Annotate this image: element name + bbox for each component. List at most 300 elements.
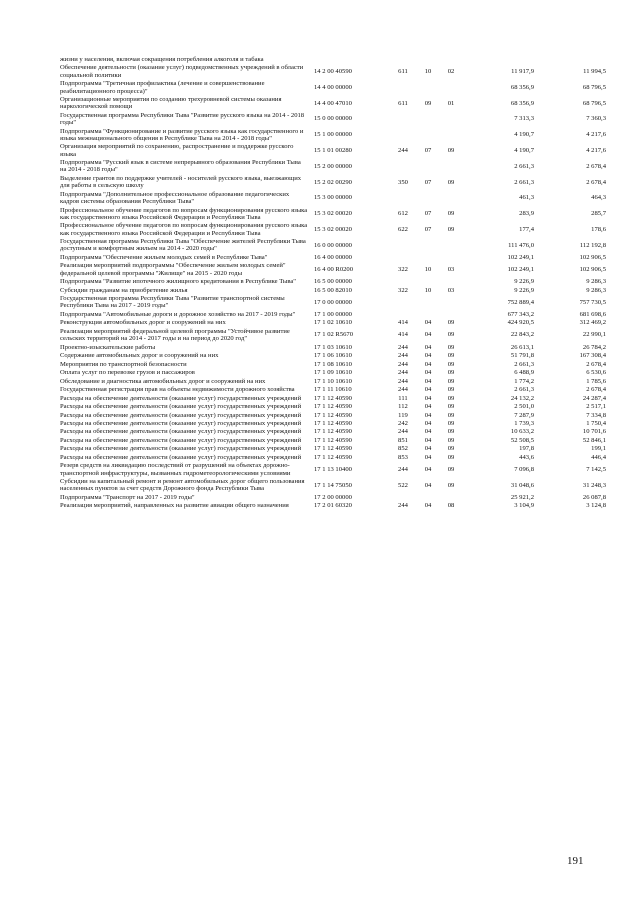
row-subsection xyxy=(440,254,462,262)
row-target-article: 17 1 12 40590 xyxy=(314,419,352,427)
row-amount-year-2: 7 360,3 xyxy=(586,115,606,123)
row-target-article: 17 1 11 10610 xyxy=(314,386,352,394)
table-row xyxy=(60,420,606,428)
table-row xyxy=(60,478,606,494)
row-amount-year-2: 285,7 xyxy=(591,210,606,218)
row-name: Реализация мероприятий, направленных на развитие авиации общего назначения xyxy=(60,502,289,510)
row-target-article: 17 1 12 40590 xyxy=(314,453,352,461)
row-section xyxy=(416,278,440,286)
row-name: Субсидии на капитальный ремонт и ремонт автомобильных дорог общего пользования населенных пунктов за счет средств Дорожного фонда Республики Тыва xyxy=(60,478,305,493)
table-row xyxy=(60,64,606,80)
row-subsection: 09 xyxy=(447,445,455,453)
row-section: 04 xyxy=(424,386,432,394)
row-name: Подпрограмма "Транспорт на 2017 - 2019 годы" xyxy=(60,493,195,501)
row-expense-type: 244 xyxy=(398,360,408,368)
row-subsection xyxy=(440,238,462,254)
row-name: Подпрограмма "Третичная профилактика (лечение и совершенствование реабилитационного процесса)" xyxy=(60,80,265,95)
row-name: Государственная регистрация прав на объекты недвижимости дорожного хозяйства xyxy=(60,386,295,394)
row-target-article: 14 4 00 47010 xyxy=(314,99,352,107)
row-name: Подпрограмма "Автомобильные дороги и дорожное хозяйство на 2017 - 2019 годы" xyxy=(60,310,296,318)
row-section xyxy=(416,56,440,64)
row-subsection: 09 xyxy=(447,377,455,385)
row-amount-year-2: 102 906,5 xyxy=(579,253,606,261)
row-subsection: 09 xyxy=(447,428,455,436)
row-amount-year-1: 197,8 xyxy=(519,445,534,453)
row-subsection: 09 xyxy=(447,394,455,402)
row-amount-year-2: 7 142,5 xyxy=(586,466,606,474)
table-row xyxy=(60,437,606,445)
row-expense-type xyxy=(390,159,416,175)
row-name: Расходы на обеспечение деятельности (оказание услуг) государственных учреждений xyxy=(60,403,302,411)
row-subsection: 09 xyxy=(447,369,455,377)
row-section: 04 xyxy=(424,502,432,510)
row-amount-year-1: 31 048,6 xyxy=(510,481,534,489)
row-target-article: 15 2 02 00290 xyxy=(314,178,352,186)
row-target-article: 15 0 00 00000 xyxy=(314,115,352,123)
row-amount-year-1: 2 661,3 xyxy=(514,360,534,368)
row-subsection: 01 xyxy=(447,99,455,107)
row-amount-year-2: 2 678,4 xyxy=(586,360,606,368)
row-amount-year-2: 26 784,2 xyxy=(582,343,606,351)
row-section xyxy=(416,191,440,207)
row-name: Обследование и диагностика автомобильных дорог и сооружений на них xyxy=(60,377,266,385)
row-amount-year-2: 2 678,4 xyxy=(586,386,606,394)
table-row xyxy=(60,175,606,191)
row-subsection: 09 xyxy=(447,360,455,368)
row-subsection: 09 xyxy=(447,466,455,474)
row-name: Подпрограмма "Функционирование и развитие русского языка как государственного и языка межнационального общения в Республике Тыва на 2014 - 2018 годы" xyxy=(60,127,304,142)
row-expense-type: 622 xyxy=(398,225,408,233)
table-row xyxy=(60,56,606,64)
row-name: Расходы на обеспечение деятельности (оказание услуг) государственных учреждений xyxy=(60,453,302,461)
row-target-article: 17 1 12 40590 xyxy=(314,394,352,402)
row-section: 04 xyxy=(424,319,432,327)
row-amount-year-2: 4 217,6 xyxy=(586,147,606,155)
row-amount-year-1: 102 249,1 xyxy=(507,265,534,273)
row-amount-year-1: 25 921,2 xyxy=(510,493,534,501)
budget-table xyxy=(60,56,606,511)
row-amount-year-1: 7 287,9 xyxy=(514,411,534,419)
row-amount-year-2: 9 286,3 xyxy=(586,278,606,286)
row-name: Обеспечение деятельности (оказание услуг) подведомственных учреждений в области социальной политики xyxy=(60,64,304,79)
row-section: 04 xyxy=(424,436,432,444)
row-name: Субсидии гражданам на приобретение жилья xyxy=(60,286,188,294)
row-amount-year-1: 2 501,0 xyxy=(514,403,534,411)
table-row xyxy=(60,454,606,462)
row-amount-year-1: 22 843,2 xyxy=(510,331,534,339)
row-expense-type: 244 xyxy=(398,147,408,155)
row-target-article: 17 1 09 10610 xyxy=(314,369,352,377)
row-name: Мероприятия по транспортной безопасности xyxy=(60,360,187,368)
row-amount-year-1: 677 343,2 xyxy=(507,310,534,318)
row-section: 04 xyxy=(424,343,432,351)
row-section: 04 xyxy=(424,419,432,427)
row-amount-year-1: 3 104,9 xyxy=(514,502,534,510)
row-subsection xyxy=(440,80,462,96)
row-section: 04 xyxy=(424,331,432,339)
row-target-article: 15 1 00 00000 xyxy=(314,131,352,139)
table-row xyxy=(60,352,606,360)
row-section xyxy=(416,238,440,254)
row-subsection: 09 xyxy=(447,331,455,339)
row-amount-year-2: 757 730,5 xyxy=(579,298,606,306)
row-amount-year-2: 6 530,6 xyxy=(586,369,606,377)
row-amount-year-1: 102 249,1 xyxy=(507,253,534,261)
row-target-article: 17 1 14 75050 xyxy=(314,481,352,489)
row-section xyxy=(416,494,440,502)
row-expense-type: 853 xyxy=(398,453,408,461)
row-section xyxy=(416,112,440,128)
row-section: 04 xyxy=(424,394,432,402)
row-amount-year-2: 3 124,8 xyxy=(586,502,606,510)
row-target-article: 14 2 00 40590 xyxy=(314,68,352,76)
row-name: Расходы на обеспечение деятельности (оказание услуг) государственных учреждений xyxy=(60,411,302,419)
row-subsection: 09 xyxy=(447,436,455,444)
row-amount-year-2: 464,3 xyxy=(591,194,606,202)
table-row xyxy=(60,403,606,411)
row-subsection xyxy=(440,295,462,311)
row-expense-type xyxy=(390,128,416,144)
row-expense-type: 414 xyxy=(398,331,408,339)
page-number: 191 xyxy=(567,855,584,867)
row-target-article: 17 1 02 10610 xyxy=(314,319,352,327)
row-name: Государственная программа Республики Тыва "Развитие русского языка на 2014 - 2018 годы" xyxy=(60,111,305,127)
row-expense-type: 414 xyxy=(398,319,408,327)
row-amount-year-1: 1 774,2 xyxy=(514,377,534,385)
row-target-article: 15 3 02 00020 xyxy=(314,210,352,218)
row-amount-year-1: 68 356,9 xyxy=(510,83,534,91)
row-expense-type: 244 xyxy=(398,466,408,474)
row-section: 10 xyxy=(424,286,432,294)
row-target-article: 17 1 03 10610 xyxy=(314,343,352,351)
table-row xyxy=(60,445,606,453)
row-amount-year-2: 2 517,1 xyxy=(586,403,606,411)
row-subsection: 03 xyxy=(447,286,455,294)
row-target-article: 17 1 12 40590 xyxy=(314,428,352,436)
row-subsection: 09 xyxy=(447,178,455,186)
row-amount-year-2: 31 248,3 xyxy=(582,481,606,489)
row-target-article: 15 2 00 00000 xyxy=(314,162,352,170)
row-subsection: 09 xyxy=(447,453,455,461)
row-target-article: 17 0 00 00000 xyxy=(314,298,352,306)
row-target-article: 17 1 00 00000 xyxy=(314,310,352,318)
table-row xyxy=(60,143,606,159)
row-target-article: 17 2 00 00000 xyxy=(314,493,352,501)
row-subsection xyxy=(440,278,462,286)
row-name: Организационные мероприятия по созданию трехуровневой системы оказания наркологической помощи xyxy=(60,96,282,111)
row-subsection xyxy=(440,191,462,207)
row-expense-type: 112 xyxy=(398,403,408,411)
row-amount-year-2: 167 308,4 xyxy=(579,352,606,360)
row-subsection xyxy=(440,494,462,502)
row-name: Расходы на обеспечение деятельности (оказание услуг) государственных учреждений xyxy=(60,428,302,436)
row-amount-year-2: 2 678,4 xyxy=(586,162,606,170)
row-target-article: 17 1 08 10610 xyxy=(314,360,352,368)
table-row xyxy=(60,395,606,403)
row-amount-year-2: 9 286,3 xyxy=(586,286,606,294)
row-amount-year-2: 4 217,6 xyxy=(586,131,606,139)
table-row xyxy=(60,295,606,311)
row-subsection: 09 xyxy=(447,210,455,218)
row-amount-year-1: 443,6 xyxy=(519,453,534,461)
row-expense-type: 851 xyxy=(398,436,408,444)
row-section: 04 xyxy=(424,403,432,411)
row-name: Выделение грантов по поддержке учителей - носителей русского языка, выезжающих для работы в сельскую школу xyxy=(60,174,302,190)
row-expense-type: 322 xyxy=(398,286,408,294)
row-amount-year-1: 10 633,2 xyxy=(510,428,534,436)
row-name: Организация мероприятий по сохранению, распространение и поддержке русского языка xyxy=(60,143,294,158)
row-amount-year-1: 6 488,9 xyxy=(514,369,534,377)
row-amount-year-1: 4 190,7 xyxy=(514,131,534,139)
row-subsection: 03 xyxy=(447,265,455,273)
row-amount-year-1: 283,9 xyxy=(519,210,534,218)
row-subsection xyxy=(440,159,462,175)
table-row xyxy=(60,80,606,96)
row-section: 07 xyxy=(424,178,432,186)
table-row xyxy=(60,287,606,295)
row-target-article: 15 3 02 00020 xyxy=(314,225,352,233)
table-row xyxy=(60,96,606,112)
table-row xyxy=(60,369,606,377)
row-amount-year-1: 2 661,3 xyxy=(514,386,534,394)
row-target-article: 16 0 00 00000 xyxy=(314,241,352,249)
row-amount-year-2 xyxy=(534,56,606,64)
row-section: 04 xyxy=(424,466,432,474)
table-row xyxy=(60,428,606,436)
row-name: Подпрограмма "Обеспечение жильем молодых семей в Республике Тыва" xyxy=(60,253,268,261)
row-target-article: 16 5 00 00000 xyxy=(314,278,352,286)
row-name: Содержание автомобильных дорог и сооружений на них xyxy=(60,352,219,360)
table-row xyxy=(60,494,606,502)
row-target-article: 17 1 10 10610 xyxy=(314,377,352,385)
row-amount-year-2: 1 785,6 xyxy=(586,377,606,385)
row-name: Расходы на обеспечение деятельности (оказание услуг) государственных учреждений xyxy=(60,445,302,453)
row-section: 04 xyxy=(424,453,432,461)
row-name: Оплата услуг по перевозке грузов и пассажиров xyxy=(60,369,195,377)
table-row xyxy=(60,412,606,420)
row-expense-type: 244 xyxy=(398,428,408,436)
row-amount-year-2: 24 287,4 xyxy=(582,394,606,402)
row-subsection xyxy=(440,128,462,144)
budget-table-body xyxy=(60,56,606,511)
row-name: Реконструкция автомобильных дорог и сооружений на них xyxy=(60,319,226,327)
table-row xyxy=(60,502,606,510)
row-expense-type: 244 xyxy=(398,386,408,394)
table-row xyxy=(60,222,606,238)
row-target-article: 15 1 01 00280 xyxy=(314,147,352,155)
row-amount-year-1: 424 920,5 xyxy=(507,319,534,327)
row-amount-year-2: 112 192,8 xyxy=(579,241,606,249)
row-amount-year-2: 22 990,1 xyxy=(582,331,606,339)
row-amount-year-2: 68 796,5 xyxy=(582,83,606,91)
row-subsection: 09 xyxy=(447,481,455,489)
row-amount-year-1 xyxy=(462,56,534,64)
row-amount-year-2: 102 906,5 xyxy=(579,265,606,273)
table-row xyxy=(60,311,606,319)
row-section: 09 xyxy=(424,99,432,107)
row-amount-year-2: 199,1 xyxy=(591,445,606,453)
row-section: 04 xyxy=(424,377,432,385)
row-subsection: 09 xyxy=(447,411,455,419)
row-target-article: 14 4 00 00000 xyxy=(314,83,352,91)
row-target-article: 17 1 06 10610 xyxy=(314,352,352,360)
table-row xyxy=(60,344,606,352)
row-section: 07 xyxy=(424,147,432,155)
row-amount-year-1: 26 613,1 xyxy=(510,343,534,351)
row-subsection: 09 xyxy=(447,343,455,351)
row-expense-type: 350 xyxy=(398,178,408,186)
row-amount-year-1: 7 313,3 xyxy=(514,115,534,123)
table-row xyxy=(60,128,606,144)
row-section: 04 xyxy=(424,481,432,489)
row-section: 10 xyxy=(424,265,432,273)
row-section xyxy=(416,159,440,175)
row-name: Профессиональное обучение педагогов по вопросам функционирования русского языка как государственного языка Российской Федерации и Республики Тыва xyxy=(60,222,308,237)
row-amount-year-2: 178,6 xyxy=(591,225,606,233)
row-section xyxy=(416,80,440,96)
row-expense-type: 244 xyxy=(398,369,408,377)
row-name: Государственная программа Республики Тыва "Обеспечение жителей Республики Тыва доступным и комфортным жильем на 2014 - 2020 годы" xyxy=(60,238,306,253)
row-expense-type: 244 xyxy=(398,377,408,385)
row-amount-year-2: 68 796,5 xyxy=(582,99,606,107)
row-target-article: 17 1 12 40590 xyxy=(314,403,352,411)
row-subsection: 09 xyxy=(447,419,455,427)
row-subsection: 09 xyxy=(447,147,455,155)
row-section: 07 xyxy=(424,225,432,233)
row-section: 04 xyxy=(424,428,432,436)
row-amount-year-1: 4 190,7 xyxy=(514,147,534,155)
row-amount-year-1: 2 661,3 xyxy=(514,162,534,170)
row-amount-year-2: 681 698,6 xyxy=(579,310,606,318)
row-section: 10 xyxy=(424,68,432,76)
row-subsection xyxy=(440,311,462,319)
row-target-article: 16 5 00 82010 xyxy=(314,286,352,294)
row-expense-type: 522 xyxy=(398,481,408,489)
row-name: Расходы на обеспечение деятельности (оказание услуг) государственных учреждений xyxy=(60,394,302,402)
row-subsection: 09 xyxy=(447,403,455,411)
row-expense-type xyxy=(390,295,416,311)
row-target-article: 15 3 00 00000 xyxy=(314,194,352,202)
row-expense-type: 119 xyxy=(398,411,408,419)
row-expense-type xyxy=(390,278,416,286)
table-row xyxy=(60,262,606,278)
row-amount-year-2: 1 750,4 xyxy=(586,419,606,427)
row-expense-type: 611 xyxy=(398,68,408,76)
row-amount-year-1: 9 226,9 xyxy=(514,278,534,286)
row-expense-type: 242 xyxy=(398,419,408,427)
row-expense-type: 322 xyxy=(398,265,408,273)
row-section: 04 xyxy=(424,369,432,377)
row-expense-type: 111 xyxy=(398,394,408,402)
row-section: 04 xyxy=(424,411,432,419)
row-expense-type: 612 xyxy=(398,210,408,218)
row-expense-type xyxy=(390,311,416,319)
row-section: 04 xyxy=(424,352,432,360)
row-amount-year-1: 1 739,3 xyxy=(514,419,534,427)
row-expense-type xyxy=(390,191,416,207)
row-amount-year-1: 177,4 xyxy=(519,225,534,233)
row-target-article: 17 2 01 60320 xyxy=(314,502,352,510)
row-target-article: 17 1 13 10400 xyxy=(314,466,352,474)
row-amount-year-2: 446,4 xyxy=(591,453,606,461)
row-name: Профессиональное обучение педагогов по вопросам функционирования русского языка как государственного языка Российской Федерации и Республики Тыва xyxy=(60,206,308,221)
row-section xyxy=(416,311,440,319)
row-amount-year-1: 9 226,9 xyxy=(514,286,534,294)
table-row xyxy=(60,238,606,254)
table-row xyxy=(60,462,606,478)
row-section: 04 xyxy=(424,360,432,368)
row-name: Подпрограмма "Дополнительное профессиональное образование педагогических кадров системы образования Республики Тыва" xyxy=(60,190,290,206)
row-amount-year-1: 11 917,9 xyxy=(511,68,534,76)
row-subsection: 09 xyxy=(447,386,455,394)
table-row xyxy=(60,278,606,286)
row-expense-type xyxy=(390,56,416,64)
row-subsection: 09 xyxy=(447,225,455,233)
row-amount-year-1: 52 508,5 xyxy=(510,436,534,444)
row-amount-year-1: 461,3 xyxy=(519,194,534,202)
table-row xyxy=(60,159,606,175)
row-expense-type xyxy=(390,238,416,254)
row-section xyxy=(416,254,440,262)
table-row xyxy=(60,112,606,128)
table-row xyxy=(60,386,606,394)
table-row xyxy=(60,254,606,262)
row-subsection: 08 xyxy=(447,502,455,510)
row-expense-type: 852 xyxy=(398,445,408,453)
row-amount-year-1: 24 132,2 xyxy=(510,394,534,402)
row-expense-type: 244 xyxy=(398,343,408,351)
table-row xyxy=(60,378,606,386)
row-target-article xyxy=(314,56,390,64)
row-target-article: 16 4 00 00000 xyxy=(314,253,352,261)
row-name: Проектно-изыскательские работы xyxy=(60,343,156,351)
table-row xyxy=(60,319,606,327)
row-amount-year-2: 312 469,2 xyxy=(579,319,606,327)
table-row xyxy=(60,191,606,207)
row-section xyxy=(416,128,440,144)
row-subsection: 02 xyxy=(447,68,455,76)
row-amount-year-1: 7 096,8 xyxy=(514,466,534,474)
row-amount-year-2: 2 678,4 xyxy=(586,178,606,186)
row-section: 04 xyxy=(424,445,432,453)
row-target-article: 16 4 00 R0200 xyxy=(314,265,354,273)
row-subsection xyxy=(440,56,462,64)
row-subsection xyxy=(440,112,462,128)
row-expense-type: 611 xyxy=(398,99,408,107)
row-amount-year-2: 26 087,8 xyxy=(582,493,606,501)
row-section: 07 xyxy=(424,210,432,218)
row-amount-year-1: 51 791,8 xyxy=(510,352,534,360)
row-amount-year-2: 10 701,6 xyxy=(582,428,606,436)
row-expense-type xyxy=(390,494,416,502)
row-amount-year-2: 7 334,8 xyxy=(586,411,606,419)
row-target-article: 17 1 02 R5670 xyxy=(314,331,354,339)
row-expense-type: 244 xyxy=(398,502,408,510)
row-expense-type xyxy=(390,80,416,96)
row-amount-year-1: 111 476,0 xyxy=(508,241,534,249)
row-name: Расходы на обеспечение деятельности (оказание услуг) государственных учреждений xyxy=(60,419,302,427)
row-name: Подпрограмма "Развитие ипотечного жилищного кредитования в Республике Тыва" xyxy=(60,278,296,286)
row-subsection: 09 xyxy=(447,319,455,327)
row-name: Государственная программа Республики Тыва "Развитие транспортной системы Республики Тыва на 2017 - 2019 годы" xyxy=(60,295,285,310)
row-expense-type xyxy=(390,254,416,262)
row-name: Расходы на обеспечение деятельности (оказание услуг) государственных учреждений xyxy=(60,436,302,444)
row-section xyxy=(416,295,440,311)
row-amount-year-2: 52 846,1 xyxy=(582,436,606,444)
row-name: Резерв средств на ликвидацию последствий от разрушений на объектах дорожно-транспортной инфраструктуры, вызванных гидрометеорологическими условиями xyxy=(60,462,291,477)
row-amount-year-1: 68 356,9 xyxy=(510,99,534,107)
row-target-article: 17 1 12 40590 xyxy=(314,411,352,419)
